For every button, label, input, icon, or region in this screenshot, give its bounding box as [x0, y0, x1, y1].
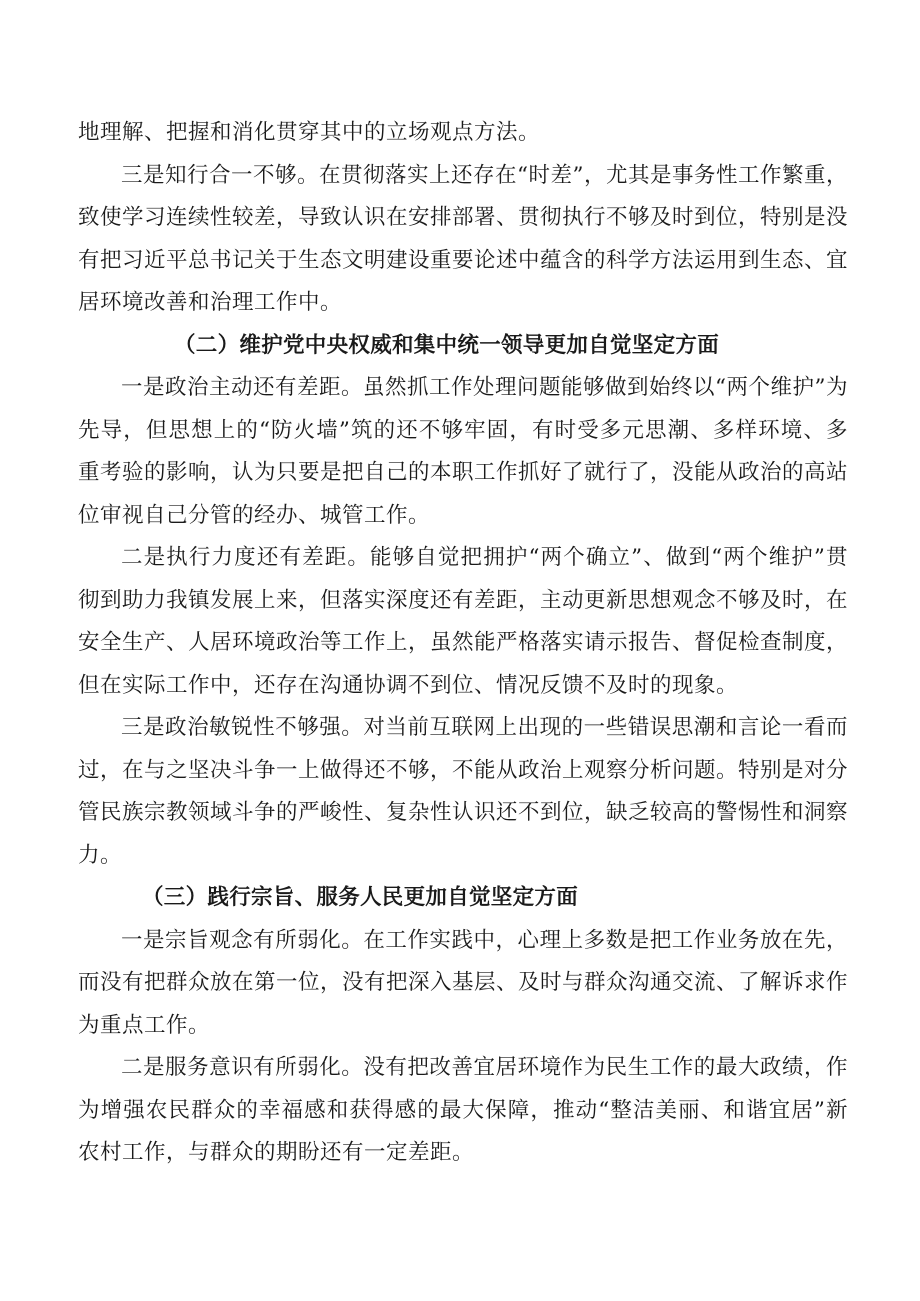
document-page — [78, 112, 848, 1175]
section-heading-3: （三）践行宗旨、服务人民更加自觉坚定方面 — [142, 885, 579, 910]
section-heading-2: （二）维护党中央权威和集中统一领导更加自觉坚定方面 — [174, 332, 720, 358]
paragraph-political-initiative: 一是政治主动还有差距。虽然抓工作处理问题能够做到始终以“两个维护”为先导，但思想上的“防火墙”筑的还不够牢固，有时受多元思潮、多样环境、多重考验的影响，认为只要是把自己的本职工作抓好了就行了，没能从政治的高站位审视自己分管的经办、城管工作。 — [78, 375, 849, 528]
paragraph-purpose: 一是宗旨观念有所弱化。在工作实践中，心理上多数是把工作业务放在先，而没有把群众放在第一位，没有把深入基层、及时与群众沟通交流、了解诉求作为重点工作。 — [78, 927, 849, 1038]
paragraph-execution: 二是执行力度还有差距。能够自觉把拥护“两个确立”、做到“两个维护”贯彻到助力我镇发展上来，但落实深度还有差距，主动更新思想观念不够及时，在安全生产、人居环境政治等工作上，虽然能严格落实请示报告、督促检查制度，但在实际工作中，还存在沟通协调不到位、情况反馈不及时的现象。 — [78, 545, 849, 698]
paragraph-service: 二是服务意识有所弱化。没有把改善宜居环境作为民生工作的最大政绩，作为增强农民群众的幸福感和获得感的最大保障，推动“整洁美丽、和谐宜居”新农村工作，与群众的期盼还有一定差距。 — [78, 1055, 848, 1165]
paragraph-political-sensitivity: 三是政治敏锐性不够强。对当前互联网上出现的一些错误思潮和言论一看而过，在与之坚决斗争一上做得还不够，不能从政治上观察分析问题。特别是对分管民族宗教领域斗争的严峻性、复杂性认识还不到位，缺乏较高的警惕性和洞察力。 — [78, 715, 849, 868]
paragraph-knowledge-action: 三是知行合一不够。在贯彻落实上还存在“时差”，尤其是事务性工作繁重，致使学习连续性较差，导致认识在安排部署、贯彻执行不够及时到位，特别是没有把习近平总书记关于生态文明建设重要论述中蕴含的科学方法运用到生态、宜居环境改善和治理工作中。 — [78, 162, 849, 315]
paragraph-continuation: 地理解、把握和消化贯穿其中的立场观点方法。 — [78, 120, 541, 145]
